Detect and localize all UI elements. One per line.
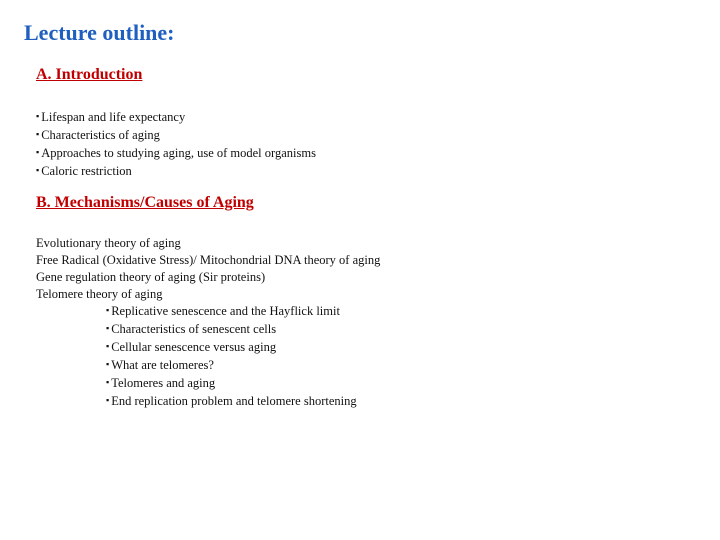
section-b-heading: B. Mechanisms/Causes of Aging (36, 194, 254, 211)
lecture-title: Lecture outline: (24, 20, 175, 45)
sub-list-item: ▪ End replication problem and telomere shortening (106, 394, 357, 408)
section-b-list (36, 235, 380, 303)
telomere-subitems-list (106, 302, 357, 410)
bullet-icon: ▪ (106, 377, 110, 387)
bullet-icon: ▪ (106, 341, 110, 351)
list-item: ▪ Approaches to studying aging, use of model organisms (36, 146, 316, 160)
bullet-icon: ▪ (36, 147, 40, 157)
sub-list-item: ▪ Replicative senescence and the Hayflick limit (106, 304, 340, 318)
sub-list-item: ▪ Characteristics of senescent cells (106, 322, 277, 336)
section-a-heading: A. Introduction (36, 66, 143, 83)
sub-list-item: ▪ Telomeres and aging (106, 376, 216, 390)
bullet-icon: ▪ (36, 129, 40, 139)
sub-list-item: ▪ Cellular senescence versus aging (106, 340, 277, 354)
list-item: Free Radical (Oxidative Stress)/ Mitochondrial DNA theory of aging (36, 253, 381, 267)
list-item: ▪ Lifespan and life expectancy (36, 110, 186, 124)
list-item: Telomere theory of aging (36, 287, 163, 301)
bullet-icon: ▪ (106, 323, 110, 333)
sub-list-item: ▪ What are telomeres? (106, 358, 214, 372)
bullet-icon: ▪ (36, 111, 40, 121)
bullet-icon: ▪ (106, 395, 110, 405)
list-item: Gene regulation theory of aging (Sir proteins) (36, 270, 266, 284)
list-item: ▪ Caloric restriction (36, 164, 132, 178)
section-a-list (36, 108, 316, 180)
list-item: ▪ Characteristics of aging (36, 128, 160, 142)
bullet-icon: ▪ (36, 165, 40, 175)
bullet-icon: ▪ (106, 359, 110, 369)
list-item: Evolutionary theory of aging (36, 236, 181, 250)
bullet-icon: ▪ (106, 305, 110, 315)
